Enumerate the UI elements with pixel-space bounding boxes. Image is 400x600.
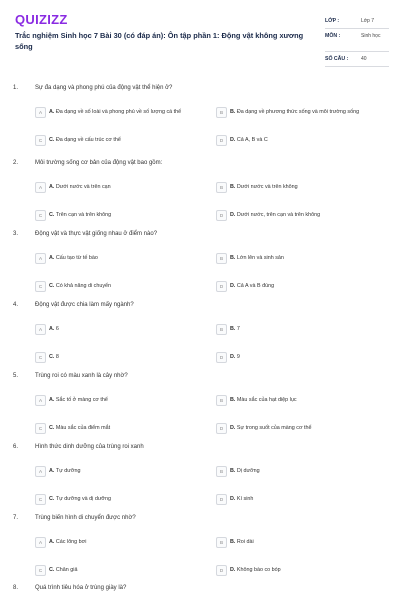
option-letter-dot: . xyxy=(52,496,56,502)
option-body: Màu sắc của điểm mắt xyxy=(55,425,111,431)
option-letter-dot: . xyxy=(233,283,237,289)
option-letter: B xyxy=(230,539,234,545)
option-letter: C xyxy=(49,425,53,431)
option-text xyxy=(49,283,199,290)
option-text xyxy=(49,397,199,404)
option-letter: B xyxy=(230,326,234,332)
option-letter: B xyxy=(230,468,234,474)
option-letter: A xyxy=(49,539,53,545)
option-text xyxy=(49,468,199,475)
option-key-box[interactable]: C xyxy=(35,565,46,576)
option-key-box[interactable]: D xyxy=(216,135,227,146)
question-text: Trùng biến hình di chuyển được nhờ? xyxy=(35,515,136,521)
question-text: Sự đa dạng và phong phú của động vật thể hiện ở? xyxy=(35,85,173,91)
question-number: 6. xyxy=(13,444,19,450)
option-letter-dot: . xyxy=(233,496,237,502)
option-text xyxy=(230,468,380,475)
meta-count-value: 40 xyxy=(361,56,367,62)
option-letter-dot: . xyxy=(233,326,237,332)
meta-grade-value: Lớp 7 xyxy=(361,18,375,24)
option-text xyxy=(230,326,380,333)
option-key-box[interactable]: D xyxy=(216,565,227,576)
option-letter-dot: . xyxy=(233,539,237,545)
option-text xyxy=(49,184,199,191)
question-text: Hình thức dinh dưỡng của trùng roi xanh xyxy=(35,444,144,450)
option-body: Dưới nước và trên cạn xyxy=(55,184,111,190)
option-letter-dot: . xyxy=(233,354,237,360)
option-letter: A xyxy=(49,255,53,261)
option-letter: D xyxy=(230,283,234,289)
option-key-box[interactable]: C xyxy=(35,352,46,363)
option-letter: A xyxy=(49,397,53,403)
option-key-box[interactable]: C xyxy=(35,494,46,505)
option-key-box[interactable]: D xyxy=(216,352,227,363)
option-letter: D xyxy=(230,137,234,143)
option-body: 8 xyxy=(55,354,59,360)
option-body: Cả A, B và C xyxy=(236,137,268,143)
option-text xyxy=(230,354,380,361)
question-number: 5. xyxy=(13,373,19,379)
option-key-box[interactable]: C xyxy=(35,135,46,146)
option-key-box[interactable]: B xyxy=(216,182,227,193)
question-number: 7. xyxy=(13,515,19,521)
option-letter: C xyxy=(49,496,53,502)
option-letter-dot: . xyxy=(233,397,237,403)
question-text: Quá trình tiêu hóa ở trùng giày là? xyxy=(35,585,127,591)
option-key-box[interactable]: D xyxy=(216,210,227,221)
option-text xyxy=(49,425,199,432)
option-key-box[interactable]: C xyxy=(35,281,46,292)
option-body: Sự trong suốt của màng cơ thể xyxy=(236,425,312,431)
option-letter-dot: . xyxy=(52,354,56,360)
option-letter-dot: . xyxy=(52,468,56,474)
option-letter-dot: . xyxy=(233,109,237,115)
option-key-box[interactable]: A xyxy=(35,253,46,264)
question-text: Động vật được chia làm mấy ngành? xyxy=(35,302,134,308)
option-key-box[interactable]: B xyxy=(216,466,227,477)
option-letter: B xyxy=(230,184,234,190)
option-text xyxy=(230,425,380,432)
option-letter-dot: . xyxy=(233,137,237,143)
option-letter: A xyxy=(49,468,53,474)
option-letter-dot: . xyxy=(233,567,237,573)
option-letter-dot: . xyxy=(52,397,56,403)
option-letter: D xyxy=(230,567,234,573)
option-key-box[interactable]: A xyxy=(35,537,46,548)
question-number: 8. xyxy=(13,585,19,591)
option-letter: C xyxy=(49,283,53,289)
option-key-box[interactable]: B xyxy=(216,107,227,118)
quiz-meta xyxy=(325,0,385,74)
option-key-box[interactable]: B xyxy=(216,324,227,335)
option-body: Kí sinh xyxy=(236,496,254,502)
option-body: Không bào co bóp xyxy=(236,567,281,573)
option-text xyxy=(49,255,199,262)
option-body: 9 xyxy=(236,354,240,360)
option-text xyxy=(49,109,199,116)
option-key-box[interactable]: A xyxy=(35,324,46,335)
option-letter-dot: . xyxy=(52,326,56,332)
option-letter-dot: . xyxy=(233,255,237,261)
option-body: Tự dưỡng xyxy=(55,468,81,474)
option-body: Roi dài xyxy=(236,539,254,545)
option-letter-dot: . xyxy=(233,212,237,218)
option-body: Dưới nước, trên cạn và trên không xyxy=(236,212,321,218)
option-letter: C xyxy=(49,354,53,360)
option-text xyxy=(230,283,380,290)
option-letter-dot: . xyxy=(52,539,56,545)
question-number: 1. xyxy=(13,85,19,91)
option-letter: A xyxy=(49,184,53,190)
option-body: Lớn lên và sinh sản xyxy=(236,255,284,261)
option-letter-dot: . xyxy=(52,212,56,218)
option-body: Cấu tạo từ tế bào xyxy=(55,255,98,261)
option-body: Các lông bơi xyxy=(55,539,87,545)
option-text xyxy=(230,137,380,144)
option-text xyxy=(49,539,199,546)
quizizz-logo[interactable]: QUIZIZZ xyxy=(15,12,68,27)
option-text xyxy=(49,567,199,574)
option-letter-dot: . xyxy=(52,137,56,143)
option-key-box[interactable]: C xyxy=(35,210,46,221)
question-text: Động vật và thực vật giống nhau ở điểm nào? xyxy=(35,231,158,237)
option-letter-dot: . xyxy=(233,468,237,474)
option-key-box[interactable]: D xyxy=(216,494,227,505)
option-body: Dị dưỡng xyxy=(236,468,260,474)
option-text xyxy=(49,496,199,503)
question-text: Môi trường sống cơ bản của động vật bao gồm: xyxy=(35,160,163,166)
meta-grade-label: LỚP : xyxy=(325,18,340,24)
option-body: Tự dưỡng và dị dưỡng xyxy=(55,496,111,502)
option-letter: D xyxy=(230,212,234,218)
meta-count-label: SỐ CÂU : xyxy=(325,56,349,62)
option-letter: B xyxy=(230,109,234,115)
option-key-box[interactable]: B xyxy=(216,537,227,548)
option-key-box[interactable]: D xyxy=(216,281,227,292)
option-letter: B xyxy=(230,397,234,403)
option-text xyxy=(49,212,199,219)
option-text xyxy=(230,567,380,574)
option-body: Đa dạng về cấu trúc cơ thể xyxy=(55,137,121,143)
meta-divider xyxy=(325,28,389,29)
option-letter-dot: . xyxy=(52,283,56,289)
option-text xyxy=(49,137,199,144)
option-body: Đa dạng về số loài và phong phú về số lượng cá thể xyxy=(55,109,182,115)
option-text xyxy=(230,255,380,262)
question-number: 4. xyxy=(13,302,19,308)
option-key-box[interactable]: B xyxy=(216,253,227,264)
meta-divider xyxy=(325,51,389,52)
option-letter: C xyxy=(49,212,53,218)
option-text xyxy=(230,397,380,404)
option-letter: D xyxy=(230,496,234,502)
option-letter-dot: . xyxy=(233,425,237,431)
option-body: Cả A và B đúng xyxy=(236,283,275,289)
option-letter-dot: . xyxy=(52,255,56,261)
option-letter: A xyxy=(49,326,53,332)
option-text xyxy=(230,539,380,546)
option-body: Chân giả xyxy=(55,567,78,573)
option-key-box[interactable]: A xyxy=(35,466,46,477)
quiz-header xyxy=(0,0,400,74)
option-letter: D xyxy=(230,425,234,431)
option-letter: D xyxy=(230,354,234,360)
option-body: Màu sắc của hạt diệp lục xyxy=(236,397,297,403)
option-letter-dot: . xyxy=(52,109,56,115)
question-number: 3. xyxy=(13,231,19,237)
option-letter: A xyxy=(49,109,53,115)
option-body: Dưới nước và trên không xyxy=(236,184,298,190)
question-text: Trùng roi có màu xanh là cây nhờ? xyxy=(35,373,128,379)
option-text xyxy=(49,326,199,333)
question-number: 2. xyxy=(13,160,19,166)
option-body: 7 xyxy=(236,326,240,332)
option-body: Có khả năng di chuyển xyxy=(55,283,112,289)
option-letter-dot: . xyxy=(52,425,56,431)
option-letter: B xyxy=(230,255,234,261)
option-body: Trên cạn và trên không xyxy=(55,212,112,218)
option-key-box[interactable]: D xyxy=(216,423,227,434)
option-body: Đa dạng về phương thức sống và môi trường sống xyxy=(236,109,360,115)
option-key-box[interactable]: B xyxy=(216,395,227,406)
option-text xyxy=(230,212,380,219)
option-letter: C xyxy=(49,137,53,143)
option-letter-dot: . xyxy=(233,184,237,190)
option-letter: C xyxy=(49,567,53,573)
option-text xyxy=(49,354,199,361)
option-text xyxy=(230,109,380,116)
option-body: Sắc tố ở màng cơ thể xyxy=(55,397,108,403)
option-letter-dot: . xyxy=(52,184,56,190)
quiz-title: Trắc nghiệm Sinh học 7 Bài 30 (có đáp án): Ôn tập phần 1: Động vật không xương sống xyxy=(15,31,304,51)
meta-divider xyxy=(325,66,389,67)
meta-subject-label: MÔN : xyxy=(325,33,341,39)
option-key-box[interactable]: A xyxy=(35,395,46,406)
option-text xyxy=(230,496,380,503)
option-key-box[interactable]: A xyxy=(35,182,46,193)
option-key-box[interactable]: C xyxy=(35,423,46,434)
meta-subject-value: Sinh học xyxy=(361,33,381,39)
option-body: 6 xyxy=(55,326,59,332)
option-key-box[interactable]: A xyxy=(35,107,46,118)
option-text xyxy=(230,184,380,191)
option-letter-dot: . xyxy=(52,567,56,573)
